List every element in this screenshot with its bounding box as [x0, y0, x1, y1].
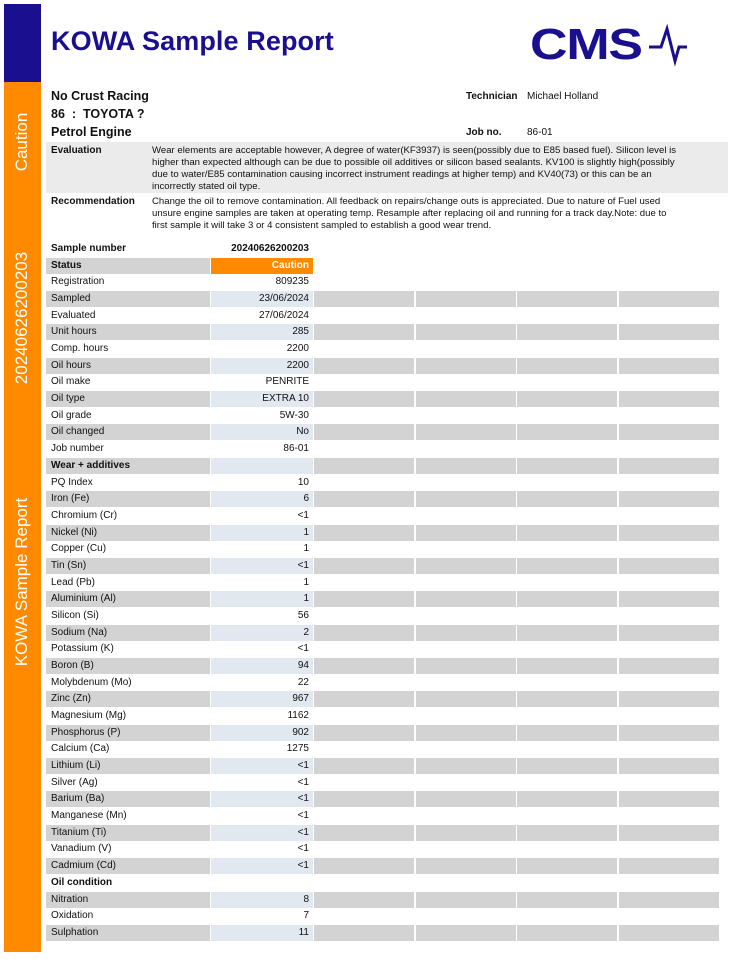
table-row: [46, 358, 726, 374]
recommendation-text: [152, 196, 666, 232]
row-label: Oxidation: [51, 910, 94, 922]
recommendation-label: Recommendation: [51, 196, 135, 207]
table-row: [46, 241, 726, 257]
row-label: Comp. hours: [51, 343, 109, 355]
row-value: 11: [211, 925, 313, 941]
table-row: [46, 558, 726, 574]
row-label: Tin (Sn): [46, 558, 210, 574]
sidebar-report-label: KOWA Sample Report: [12, 497, 31, 667]
row-label: Titanium (Ti): [46, 825, 210, 841]
table-row: [46, 858, 726, 874]
history-cell: [619, 591, 719, 607]
row-value: 902: [211, 725, 313, 741]
history-cell: [619, 424, 719, 440]
row-label: Oil make: [51, 376, 91, 388]
row-value: <1: [211, 758, 313, 774]
history-cell: [517, 558, 617, 574]
row-value: 967: [211, 691, 313, 707]
table-row: [46, 491, 726, 507]
table-row: [46, 791, 726, 807]
row-value: 5W-30: [279, 409, 309, 421]
unit-name: 86 : TOYOTA ?: [51, 107, 145, 121]
history-cell: [619, 458, 719, 474]
history-cell: [619, 925, 719, 941]
history-cell: [416, 825, 516, 841]
row-value: 7: [303, 910, 309, 922]
table-row: [46, 424, 726, 440]
row-label: Wear + additives: [46, 458, 210, 474]
row-value: 1162: [287, 710, 309, 722]
row-label: Nitration: [46, 892, 210, 908]
evaluation-line: Wear elements are acceptable however, A degree of water(KF3937) is seen(possibly due to E85 based fuel). Silicon level is: [152, 145, 677, 156]
row-value: PENRITE: [265, 376, 309, 388]
table-row: [46, 541, 726, 557]
row-label: Nickel (Ni): [46, 525, 210, 541]
table-row: [46, 341, 726, 357]
history-cell: [416, 491, 516, 507]
table-row: [46, 575, 726, 591]
row-label: Oil changed: [46, 424, 210, 440]
history-cell: [517, 324, 617, 340]
row-value: <1: [211, 858, 313, 874]
table-row: [46, 391, 726, 407]
table-row: [46, 441, 726, 457]
table-row: [46, 591, 726, 607]
history-cell: [517, 491, 617, 507]
history-cell: [517, 591, 617, 607]
history-cell: [619, 658, 719, 674]
history-cell: [619, 491, 719, 507]
row-value: 1275: [286, 743, 309, 755]
row-label: Lead (Pb): [51, 576, 95, 588]
table-row: [46, 741, 726, 757]
history-cell: [619, 324, 719, 340]
row-value: 2200: [286, 343, 309, 355]
row-value: 20240626200203: [231, 243, 309, 254]
table-row: [46, 708, 726, 724]
row-value: <1: [211, 558, 313, 574]
pulse-icon: [647, 23, 689, 67]
page-title: KOWA Sample Report: [51, 26, 334, 56]
history-cell: [619, 858, 719, 874]
job-value: 86-01: [527, 127, 553, 138]
row-value: 8: [211, 892, 313, 908]
row-label: Magnesium (Mg): [51, 710, 127, 722]
table-row: [46, 892, 726, 908]
row-value: 2200: [211, 358, 313, 374]
row-label: Oil hours: [46, 358, 210, 374]
history-cell: [619, 525, 719, 541]
row-value: <1: [297, 810, 309, 822]
history-cell: [416, 458, 516, 474]
logo-text: CMS: [530, 20, 642, 69]
history-cell: [416, 758, 516, 774]
row-label: Molybdenum (Mo): [51, 676, 132, 688]
history-cell: [517, 725, 617, 741]
sidebar-sample-number: 20240626200203: [12, 251, 31, 385]
history-cell: [517, 858, 617, 874]
row-value: 86-01: [283, 443, 309, 455]
row-value: 27/06/2024: [258, 309, 309, 321]
history-cell: [314, 758, 414, 774]
row-value: 6: [211, 491, 313, 507]
history-cell: [314, 424, 414, 440]
sidebar-brand-bar: [4, 4, 41, 82]
row-label: Sample number: [51, 243, 127, 254]
row-value: 1: [211, 591, 313, 607]
history-cell: [619, 625, 719, 641]
row-value: 285: [211, 324, 313, 340]
history-cell: [314, 491, 414, 507]
table-row: [46, 925, 726, 941]
history-cell: [517, 458, 617, 474]
table-row: [46, 875, 726, 891]
table-row: [46, 808, 726, 824]
row-label: Oil type: [46, 391, 210, 407]
row-label: Sulphation: [46, 925, 210, 941]
history-cell: [517, 358, 617, 374]
history-cell: [416, 625, 516, 641]
row-label: Phosphorus (P): [46, 725, 210, 741]
row-label: Unit hours: [46, 324, 210, 340]
table-row: [46, 625, 726, 641]
history-cell: [517, 892, 617, 908]
table-row: [46, 841, 726, 857]
history-cell: [619, 558, 719, 574]
row-label: PQ Index: [51, 476, 93, 488]
row-value: No: [211, 424, 313, 440]
row-label: Status: [46, 258, 210, 274]
history-cell: [416, 525, 516, 541]
technician-label: Technician: [466, 91, 518, 102]
job-label: Job no.: [466, 127, 502, 138]
row-value: 10: [297, 476, 309, 488]
row-value: [211, 875, 313, 891]
history-cell: [517, 825, 617, 841]
history-cell: [314, 691, 414, 707]
table-row: [46, 658, 726, 674]
row-label: Aluminium (Al): [46, 591, 210, 607]
history-cell: [314, 658, 414, 674]
row-label: Sodium (Na): [46, 625, 210, 641]
history-cell: [619, 358, 719, 374]
row-value: [211, 458, 313, 474]
row-label: Manganese (Mn): [51, 810, 127, 822]
history-cell: [416, 892, 516, 908]
history-cell: [416, 424, 516, 440]
table-row: [46, 608, 726, 624]
row-label: Potassium (K): [51, 643, 114, 655]
cms-logo: [530, 20, 689, 70]
table-row: [46, 475, 726, 491]
row-label: Oil condition: [51, 876, 113, 888]
history-cell: [619, 391, 719, 407]
table-row: [46, 324, 726, 340]
table-row: [46, 308, 726, 324]
history-cell: [416, 925, 516, 941]
table-row: [46, 274, 726, 290]
history-cell: [314, 825, 414, 841]
recommendation-line: first sample it will take 3 or 4 consistent sampled to establish a good wear trend.: [152, 220, 492, 231]
recommendation-line: unsure engine samples are taken at operating temp. Resample after replacing oil and running for a track day.Note: due to: [152, 208, 667, 219]
history-cell: [314, 358, 414, 374]
row-label: Zinc (Zn): [46, 691, 210, 707]
table-row: [46, 775, 726, 791]
history-cell: [416, 858, 516, 874]
history-cell: [619, 725, 719, 741]
row-label: Job number: [51, 443, 104, 455]
component-name: Petrol Engine: [51, 125, 132, 139]
table-row: [46, 641, 726, 657]
history-cell: [314, 892, 414, 908]
evaluation-line: higher than expected although can be due to possible oil additives or silicon based sealants. KV100 is slightly high(possibly: [152, 157, 675, 168]
row-label: Lithium (Li): [46, 758, 210, 774]
row-value: <1: [211, 791, 313, 807]
history-cell: [416, 324, 516, 340]
table-row: [46, 758, 726, 774]
history-cell: [517, 424, 617, 440]
history-cell: [416, 791, 516, 807]
history-cell: [517, 791, 617, 807]
row-value: 2: [211, 625, 313, 641]
history-cell: [517, 691, 617, 707]
row-label: Evaluated: [51, 309, 96, 321]
history-cell: [619, 291, 719, 307]
evaluation-line: incorrectly stated oil type.: [152, 181, 261, 192]
row-value: 809235: [275, 276, 309, 288]
row-value: <1: [297, 776, 309, 788]
history-cell: [517, 925, 617, 941]
history-cell: [517, 625, 617, 641]
history-cell: [416, 558, 516, 574]
history-cell: [416, 358, 516, 374]
history-cell: [619, 758, 719, 774]
history-cell: [314, 725, 414, 741]
row-value: 94: [211, 658, 313, 674]
row-value: 23/06/2024: [211, 291, 313, 307]
table-row: [46, 258, 726, 274]
history-cell: [416, 658, 516, 674]
evaluation-text: [152, 145, 676, 193]
history-cell: [619, 892, 719, 908]
history-cell: [314, 458, 414, 474]
row-label: Barium (Ba): [46, 791, 210, 807]
technician-value: Michael Holland: [527, 91, 599, 102]
row-value: <1: [297, 643, 309, 655]
table-row: [46, 374, 726, 390]
evaluation-line: due to water/E85 contamination causing incorrect instrument readings at higher temp) and KV40(73) or this can be an: [152, 169, 652, 180]
history-cell: [416, 725, 516, 741]
table-row: [46, 825, 726, 841]
sidebar-status-label: Caution: [12, 112, 31, 172]
row-label: Chromium (Cr): [51, 509, 118, 521]
history-cell: [314, 591, 414, 607]
history-cell: [416, 591, 516, 607]
history-cell: [517, 291, 617, 307]
history-cell: [314, 324, 414, 340]
history-cell: [314, 291, 414, 307]
history-cell: [416, 691, 516, 707]
history-cell: [517, 391, 617, 407]
history-cell: [416, 391, 516, 407]
history-cell: [416, 291, 516, 307]
row-value: <1: [211, 825, 313, 841]
history-cell: [517, 758, 617, 774]
history-cell: [619, 825, 719, 841]
status-badge: Caution: [211, 258, 313, 274]
row-label: Vanadium (V): [51, 843, 112, 855]
table-row: [46, 725, 726, 741]
history-cell: [619, 791, 719, 807]
row-label: Copper (Cu): [51, 543, 107, 555]
table-row: [46, 525, 726, 541]
row-label: Calcium (Ca): [51, 743, 110, 755]
table-row: [46, 458, 726, 474]
history-cell: [619, 691, 719, 707]
row-label: Oil grade: [51, 409, 92, 421]
history-cell: [314, 625, 414, 641]
history-cell: [314, 791, 414, 807]
history-cell: [314, 391, 414, 407]
row-value: EXTRA 10: [211, 391, 313, 407]
row-value: 1: [303, 576, 309, 588]
row-label: Boron (B): [46, 658, 210, 674]
evaluation-label: Evaluation: [51, 145, 102, 156]
table-row: [46, 508, 726, 524]
table-row: [46, 691, 726, 707]
row-label: Iron (Fe): [46, 491, 210, 507]
row-value: <1: [297, 843, 309, 855]
row-label: Sampled: [46, 291, 210, 307]
row-label: Cadmium (Cd): [46, 858, 210, 874]
history-cell: [517, 658, 617, 674]
history-cell: [314, 925, 414, 941]
row-label: Registration: [51, 276, 105, 288]
recommendation-line: Change the oil to remove contamination. All feedback on repairs/change outs is appreciated. Due to nature of Fuel used: [152, 196, 661, 207]
row-label: Silver (Ag): [51, 776, 98, 788]
table-row: [46, 675, 726, 691]
history-cell: [314, 525, 414, 541]
history-cell: [314, 558, 414, 574]
row-value: 22: [297, 676, 309, 688]
row-value: 1: [303, 543, 309, 555]
row-value: <1: [297, 509, 309, 521]
history-cell: [517, 525, 617, 541]
row-value: 1: [211, 525, 313, 541]
table-row: [46, 908, 726, 924]
table-row: [46, 408, 726, 424]
row-label: Silicon (Si): [51, 609, 99, 621]
table-row: [46, 291, 726, 307]
customer-name: No Crust Racing: [51, 89, 149, 103]
history-cell: [314, 858, 414, 874]
row-value: 56: [297, 609, 309, 621]
